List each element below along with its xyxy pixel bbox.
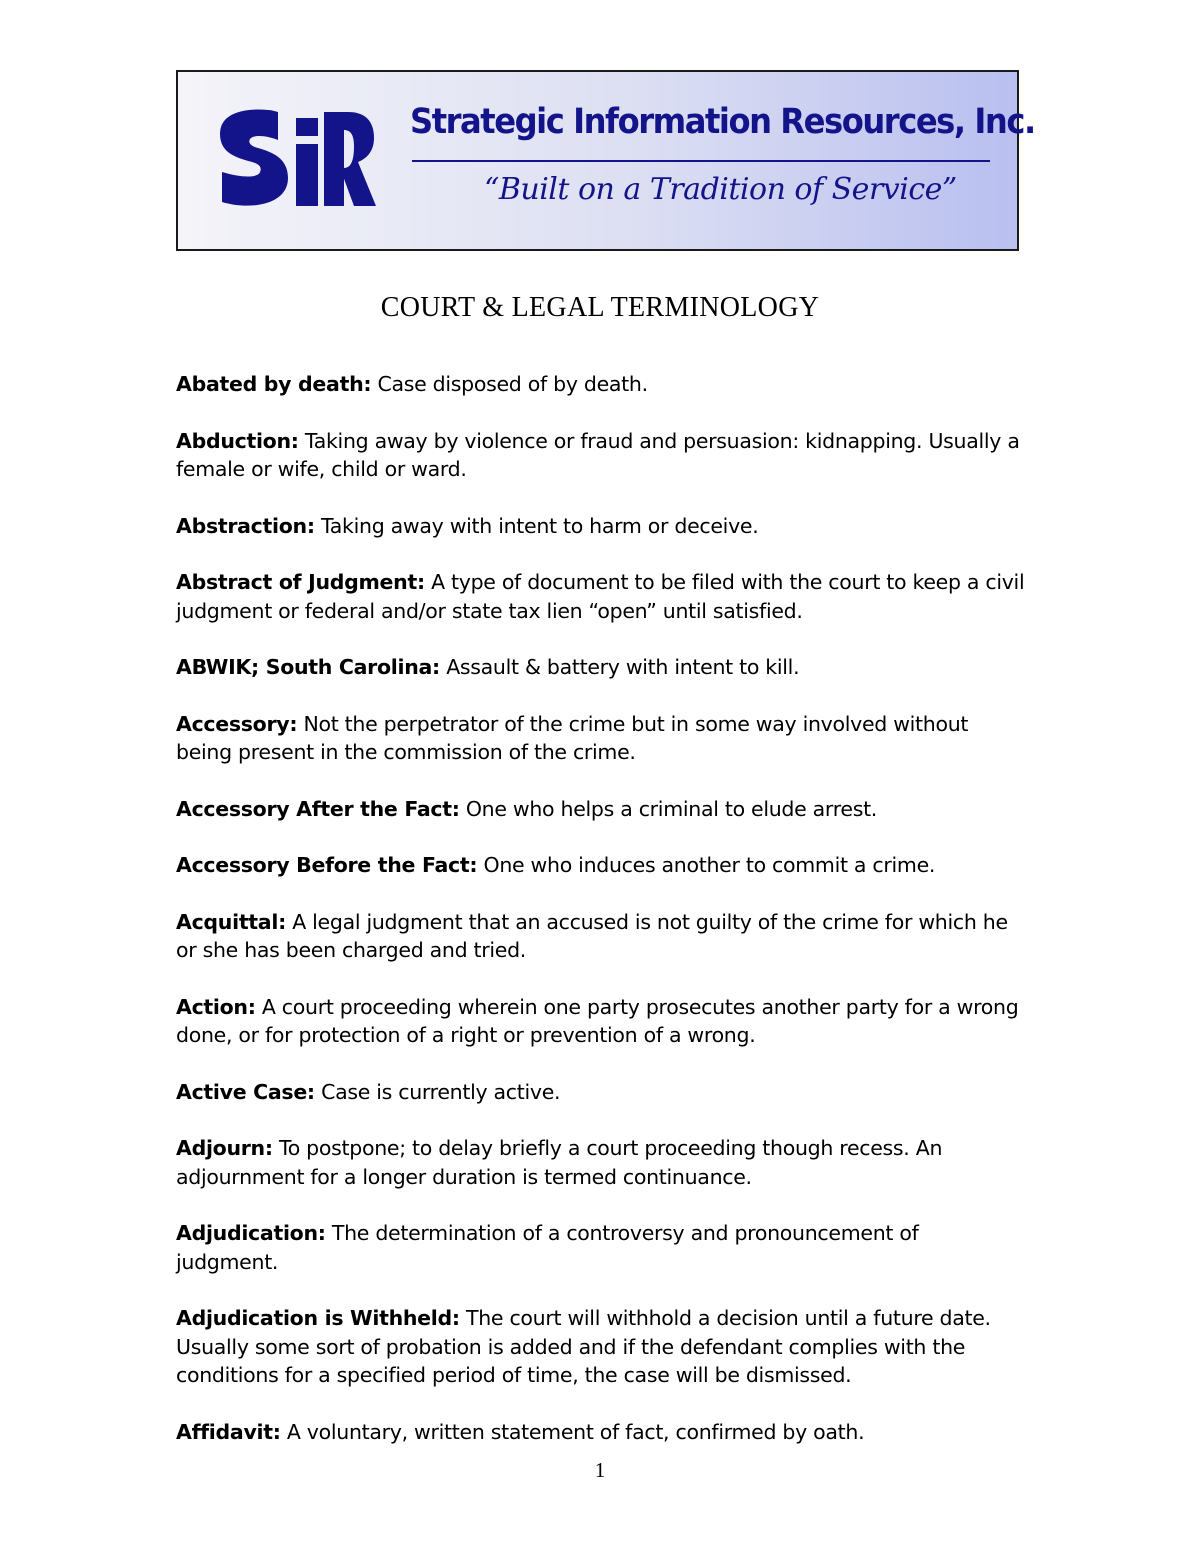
glossary-entry	[176, 512, 1026, 541]
glossary-entry	[176, 653, 1026, 682]
glossary-entry	[176, 568, 1026, 625]
glossary-entry	[176, 795, 1026, 824]
term-name: Accessory After the Fact:	[176, 796, 460, 821]
glossary-entry	[176, 1418, 1026, 1447]
glossary-entry	[176, 710, 1026, 767]
company-banner	[176, 70, 1035, 251]
term-name: Active Case:	[176, 1079, 315, 1104]
term-name: Action:	[176, 994, 256, 1019]
term-definition: A type of document to be filed with the court to keep a civil judgment or federal and/or state tax lien “open” until satisfied.	[176, 570, 1025, 623]
term-definition: Case disposed of by death.	[377, 372, 648, 396]
term-definition: A legal judgment that an accused is not guilty of the crime for which he or she has been charged and tried.	[176, 909, 1008, 962]
document-title: COURT & LEGAL TERMINOLOGY	[380, 292, 820, 323]
term-name: Accessory:	[176, 711, 298, 736]
term-definition: A court proceeding wherein one party prosecutes another party for a wrong done, or for protection of a right or prevention of a wrong.	[176, 994, 1019, 1047]
company-tagline: “Built on a Tradition of Service”	[484, 172, 957, 207]
term-name: Affidavit:	[176, 1419, 281, 1444]
term-name: Abduction:	[176, 428, 299, 453]
glossary-entry	[176, 1078, 1026, 1107]
term-definition: One who helps a criminal to elude arrest.	[465, 796, 878, 821]
term-name: Abstraction:	[176, 513, 315, 538]
page-number: 1	[594, 1458, 606, 1482]
glossary-entry	[176, 1134, 1026, 1191]
company-name: Strategic Information Resources, Inc.	[410, 102, 1035, 142]
glossary-entry	[176, 851, 1026, 880]
term-definition: Assault & battery with intent to kill.	[446, 655, 800, 679]
glossary-entry	[176, 427, 1026, 484]
term-name: Accessory Before the Fact:	[176, 853, 478, 877]
term-definition: Case is currently active.	[321, 1079, 561, 1104]
glossary-list	[176, 370, 1026, 1474]
term-definition: One who induces another to commit a crime.	[483, 853, 936, 877]
term-name: Adjudication:	[176, 1221, 326, 1245]
term-name: Abstract of Judgment:	[176, 570, 425, 594]
term-name: Adjudication is Withheld:	[176, 1306, 460, 1330]
term-definition: To postpone; to delay briefly a court proceeding though recess. An adjournment for a longer duration is termed continuance.	[176, 1136, 943, 1189]
glossary-entry	[176, 1219, 1026, 1276]
term-name: Abated by death:	[176, 372, 372, 396]
term-definition: Taking away by violence or fraud and persuasion: kidnapping. Usually a female or wife, child or ward.	[176, 428, 1020, 481]
term-definition: The court will withhold a decision until a future date. Usually some sort of probation is added and if the defendant complies with the conditions for a specified period of time, the case will be dismissed.	[176, 1306, 991, 1387]
term-definition: Taking away with intent to harm or deceive.	[320, 513, 759, 538]
term-name: Acquittal:	[176, 909, 286, 934]
glossary-entry	[176, 370, 1026, 399]
glossary-entry	[176, 1304, 1026, 1390]
glossary-entry	[176, 908, 1026, 965]
term-name: Adjourn:	[176, 1136, 273, 1160]
term-definition: Not the perpetrator of the crime but in some way involved without being present in the commission of the crime.	[176, 711, 969, 764]
term-definition: A voluntary, written statement of fact, confirmed by oath.	[286, 1419, 865, 1444]
banner-divider	[412, 160, 990, 162]
glossary-entry	[176, 993, 1026, 1050]
term-name: ABWIK; South Carolina:	[176, 655, 440, 679]
term-definition: The determination of a controversy and pronouncement of judgment.	[176, 1221, 919, 1274]
sir-logo	[216, 106, 376, 212]
